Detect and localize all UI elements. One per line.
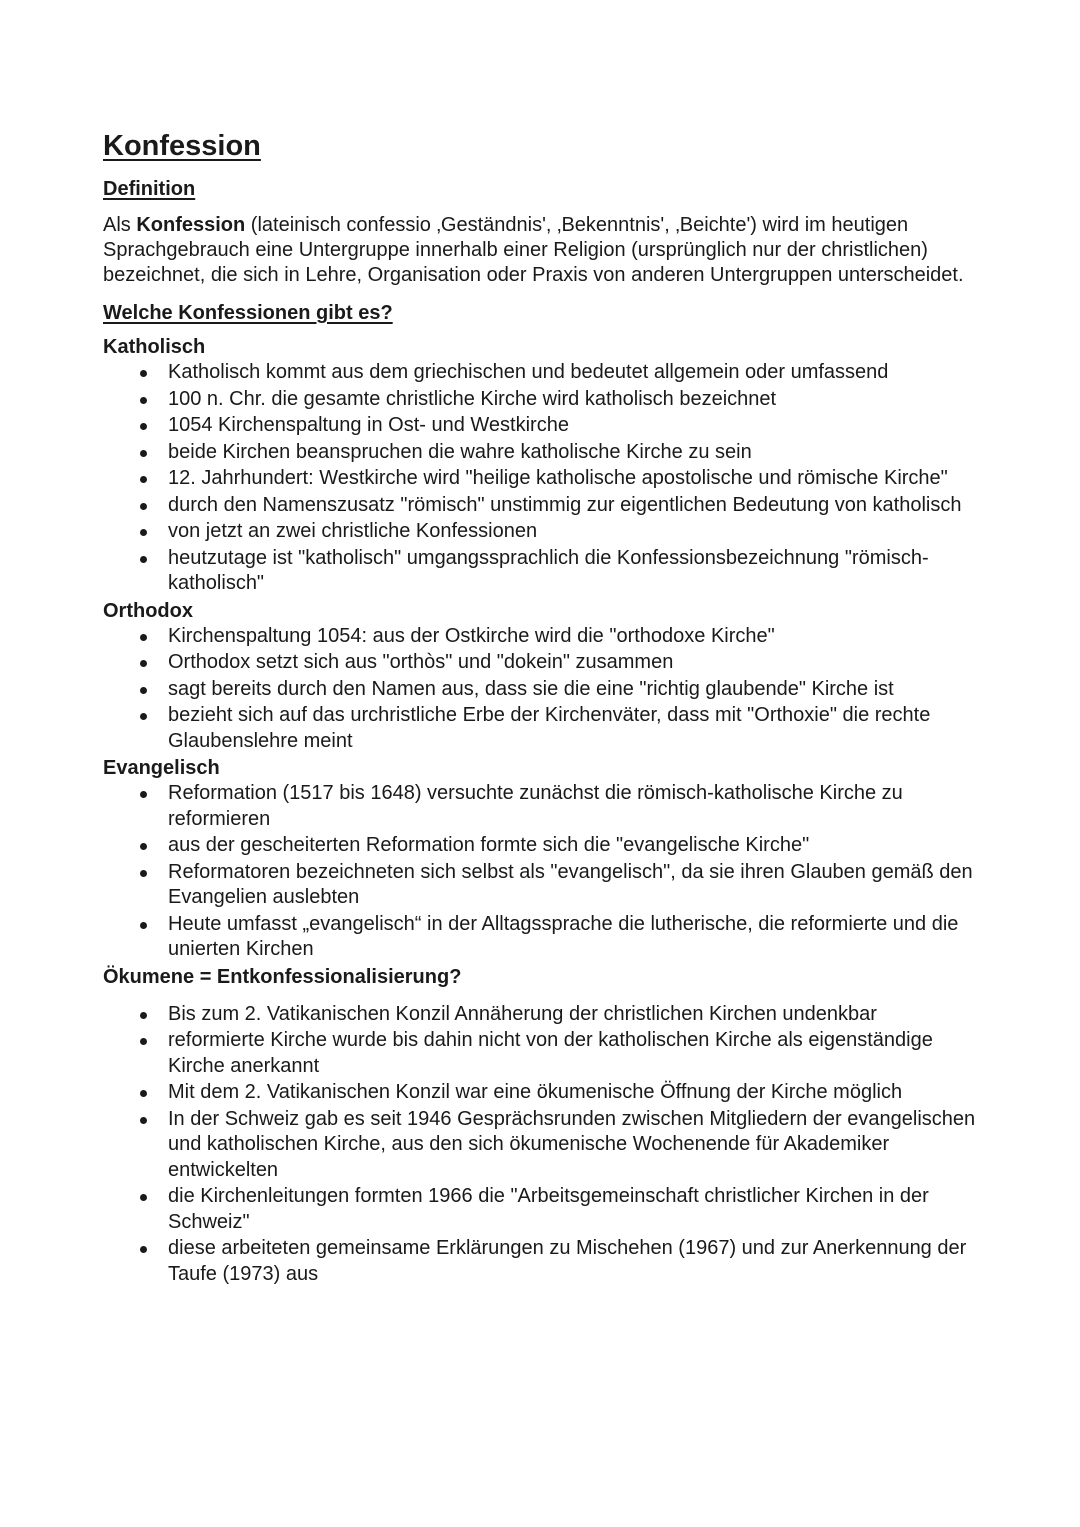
list-item bbox=[103, 1080, 980, 1106]
definition-paragraph bbox=[103, 213, 980, 288]
list-item-text: Reformatoren bezeichneten sich selbst als "evangelisch", da sie ihren Glauben gemäß den Evangelien auslebten bbox=[168, 860, 973, 908]
bullet-icon bbox=[140, 660, 147, 667]
list-item bbox=[103, 466, 980, 492]
list-item-text: Bis zum 2. Vatikanischen Konzil Annäherung der christlichen Kirchen undenkbar bbox=[168, 1002, 877, 1025]
list-item-text: durch den Namenszusatz "römisch" unstimmig zur eigentlichen Bedeutung von katholisch bbox=[168, 493, 962, 516]
question-heading: Welche Konfessionen gibt es? bbox=[103, 302, 393, 324]
list-item bbox=[103, 703, 980, 754]
definition-heading: Definition bbox=[103, 178, 196, 200]
list-item-text: Katholisch kommt aus dem griechischen und bedeutet allgemein oder umfassend bbox=[168, 361, 889, 383]
bullet-icon bbox=[140, 1038, 147, 1045]
bullet-icon bbox=[140, 1090, 147, 1097]
bullet-icon bbox=[140, 503, 147, 510]
bullet-icon bbox=[140, 397, 147, 404]
list-item bbox=[103, 677, 980, 703]
list-item bbox=[103, 493, 980, 519]
bullet-list-orthodox bbox=[103, 624, 980, 755]
list-item bbox=[103, 650, 980, 676]
list-item-text: Reformation (1517 bis 1648) versuchte zunächst die römisch-katholische Kirche zu reformieren bbox=[168, 782, 903, 830]
bullet-icon bbox=[140, 370, 147, 377]
bullet-icon bbox=[140, 529, 147, 536]
list-item-text: heutzutage ist "katholisch" umgangssprachlich die Konfessionsbezeichnung "römisch-katholisch" bbox=[168, 546, 929, 594]
bullet-icon bbox=[140, 843, 147, 850]
bullet-icon bbox=[140, 791, 147, 798]
list-item-text: Orthodox setzt sich aus "orthòs" und "dokein" zusammen bbox=[168, 651, 674, 673]
list-item-text: 100 n. Chr. die gesamte christliche Kirche wird katholisch bezeichnet bbox=[168, 387, 777, 410]
list-item-text: 1054 Kirchenspaltung in Ost- und Westkirche bbox=[168, 414, 569, 436]
list-item bbox=[103, 387, 980, 413]
bullet-icon bbox=[140, 713, 147, 720]
list-item bbox=[103, 413, 980, 439]
list-item-text: diese arbeiteten gemeinsame Erklärungen zu Mischehen (1967) und zur Anerkennung der Taufe (1973) aus bbox=[168, 1237, 967, 1285]
list-item-text: bezieht sich auf das urchristliche Erbe der Kirchenväter, dass mit "Orthoxie" die rechte Glaubenslehre meint bbox=[168, 704, 931, 752]
section-heading-katholisch: Katholisch bbox=[103, 336, 206, 358]
bullet-icon bbox=[140, 922, 147, 929]
list-item bbox=[103, 1028, 980, 1079]
definition-prefix: Als bbox=[103, 214, 137, 236]
list-item-text: reformierte Kirche wurde bis dahin nicht von der katholischen Kirche als eigenständige Kirche anerkannt bbox=[168, 1029, 933, 1077]
list-item-text: beide Kirchen beanspruchen die wahre katholische Kirche zu sein bbox=[168, 440, 752, 463]
list-item-text: Heute umfasst „evangelisch“ in der Alltagssprache die lutherische, die reformierte und die unierten Kirchen bbox=[168, 912, 959, 960]
list-item bbox=[103, 624, 980, 650]
list-item bbox=[103, 546, 980, 597]
list-item bbox=[103, 860, 980, 911]
bullet-icon bbox=[140, 423, 147, 430]
list-item-text: aus der gescheiterten Reformation formte sich die "evangelische Kirche" bbox=[168, 834, 810, 856]
list-item bbox=[103, 1184, 980, 1235]
list-item-text: von jetzt an zwei christliche Konfessionen bbox=[168, 520, 538, 542]
bullet-list-evangelisch bbox=[103, 781, 980, 963]
list-item bbox=[103, 1002, 980, 1028]
list-item-text: die Kirchenleitungen formten 1966 die "Arbeitsgemeinschaft christlicher Kirchen in der Schweiz" bbox=[168, 1185, 929, 1233]
bullet-icon bbox=[140, 476, 147, 483]
list-item bbox=[103, 781, 980, 832]
list-item-text: Mit dem 2. Vatikanischen Konzil war eine ökumenische Öffnung der Kirche möglich bbox=[168, 1081, 903, 1103]
list-item bbox=[103, 440, 980, 466]
bullet-icon bbox=[140, 634, 147, 641]
section-heading-orthodox: Orthodox bbox=[103, 599, 193, 622]
bullet-icon bbox=[140, 1012, 147, 1019]
bullet-list-katholisch bbox=[103, 360, 980, 597]
list-item bbox=[103, 1107, 980, 1184]
bullet-icon bbox=[140, 450, 147, 457]
definition-text: (lateinisch confessio ‚Geständnis', ‚Bekenntnis', ‚Beichte') wird im heutigen Sprachgebrauch eine Untergruppe innerhalb einer Religion (ursprünglich nur der christlichen) bezeichnet, die sich in Lehre, Organisation oder Praxis von anderen Untergruppen unterscheidet. bbox=[103, 214, 964, 286]
bullet-icon bbox=[140, 1194, 147, 1201]
page-title: Konfession bbox=[103, 130, 261, 162]
list-item-text: 12. Jahrhundert: Westkirche wird "heilige katholische apostolische und römische Kirche" bbox=[168, 467, 948, 489]
section-heading-evangelisch: Evangelisch bbox=[103, 757, 220, 779]
definition-term: Konfession bbox=[136, 214, 246, 236]
bullet-icon bbox=[140, 687, 147, 694]
bullet-icon bbox=[140, 556, 147, 563]
list-item-text: Kirchenspaltung 1054: aus der Ostkirche wird die "orthodoxe Kirche" bbox=[168, 624, 775, 647]
list-item bbox=[103, 912, 980, 963]
list-item-text: In der Schweiz gab es seit 1946 Gesprächsrunden zwischen Mitgliedern der evangelischen und katholischen Kirche, aus den sich ökumenische Wochenende für Akademiker entwickelten bbox=[168, 1107, 976, 1181]
bullet-icon bbox=[140, 870, 147, 877]
bullet-icon bbox=[140, 1117, 147, 1124]
bullet-list-oekumene bbox=[103, 1002, 980, 1288]
section-heading-oekumene: Ökumene = Entkonfessionalisierung? bbox=[103, 965, 462, 988]
list-item bbox=[103, 519, 980, 545]
list-item bbox=[103, 360, 980, 386]
bullet-icon bbox=[140, 1246, 147, 1253]
list-item-text: sagt bereits durch den Namen aus, dass sie die eine "richtig glaubende" Kirche ist bbox=[168, 677, 894, 700]
list-item bbox=[103, 833, 980, 859]
list-item bbox=[103, 1236, 980, 1287]
